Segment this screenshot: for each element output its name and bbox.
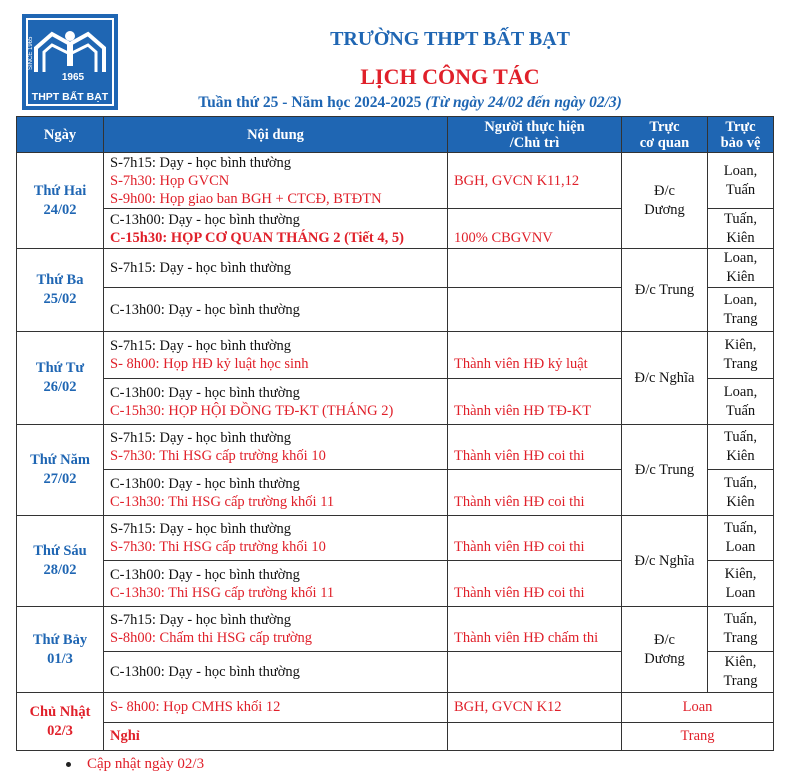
guard-name: Loan, bbox=[723, 250, 758, 266]
day-name: Chủ Nhật bbox=[29, 703, 91, 720]
update-note bbox=[66, 756, 204, 773]
guard-name: Trang bbox=[723, 310, 758, 327]
header-day: Ngày bbox=[17, 117, 104, 153]
guard-cell bbox=[708, 379, 774, 425]
guard-cell bbox=[708, 652, 774, 693]
person-line: Thành viên HĐ TĐ-KT bbox=[454, 402, 592, 419]
guard-name: Trang bbox=[723, 630, 758, 646]
person-line bbox=[454, 384, 615, 402]
person-line bbox=[454, 337, 615, 355]
bullet-icon bbox=[66, 762, 71, 767]
person-cell bbox=[448, 332, 622, 379]
duty-name: Đ/c Trung bbox=[634, 281, 695, 298]
week-range: (Từ ngày 24/02 đến ngày 02/3) bbox=[425, 94, 622, 111]
person-cell: BGH, GVCN K12 bbox=[448, 693, 622, 723]
content-cell bbox=[104, 516, 448, 561]
content-cell bbox=[104, 288, 448, 332]
person-cell bbox=[448, 561, 622, 607]
person-cell bbox=[448, 723, 622, 751]
content-line: S-9h00: Họp giao ban BGH + CTCĐ, BTĐTN bbox=[110, 190, 382, 207]
guard-name: Kiên, bbox=[724, 565, 757, 582]
update-note-text: Cập nhật ngày 02/3 bbox=[87, 756, 205, 772]
table-row bbox=[17, 153, 774, 209]
content-line: C-13h00: Dạy - học bình thường bbox=[110, 211, 300, 228]
day-date: 01/3 bbox=[47, 650, 73, 667]
duty-cell bbox=[622, 249, 708, 332]
person-line bbox=[454, 566, 615, 584]
content-line: S-8h00: Chấm thi HSG cấp trường bbox=[110, 630, 313, 646]
content-line: C-13h30: Thi HSG cấp trường khối 11 bbox=[110, 493, 335, 510]
content-line: S-7h30: Thi HSG cấp trường khối 10 bbox=[110, 539, 326, 555]
duty-cell bbox=[622, 332, 708, 425]
person-cell bbox=[448, 470, 622, 516]
person-line: Thành viên HĐ coi thi bbox=[454, 539, 585, 555]
content-cell bbox=[104, 332, 448, 379]
content-line: S-7h15: Dạy - học bình thường bbox=[110, 430, 292, 446]
duty-cell bbox=[622, 425, 708, 516]
day-date: 28/02 bbox=[43, 562, 77, 578]
day-name: Thứ Ba bbox=[36, 272, 84, 288]
guard-name: Loan, bbox=[723, 291, 758, 308]
person-line bbox=[454, 520, 615, 538]
header-guard: Trực bảo vệ bbox=[708, 117, 774, 153]
day-cell bbox=[17, 425, 104, 516]
guard-cell bbox=[708, 470, 774, 516]
day-date: 02/3 bbox=[47, 722, 73, 739]
content-line: S-7h15: Dạy - học bình thường bbox=[110, 612, 292, 628]
person-line bbox=[454, 154, 615, 172]
person-line: Thành viên HĐ chấm thi bbox=[454, 630, 599, 646]
person-cell bbox=[448, 249, 622, 288]
content-line: C-13h00: Dạy - học bình thường bbox=[110, 475, 300, 492]
content-line: C-13h00: Dạy - học bình thường bbox=[110, 664, 300, 680]
guard-cell bbox=[708, 249, 774, 288]
day-name: Thứ Hai bbox=[33, 182, 87, 199]
person-cell bbox=[448, 425, 622, 470]
person-line: 100% CBGVNV bbox=[454, 229, 553, 246]
person-cell bbox=[448, 288, 622, 332]
duty-name: Dương bbox=[644, 650, 685, 667]
day-name: Thứ Tư bbox=[35, 360, 85, 376]
document-title: LỊCH CÔNG TÁC bbox=[360, 64, 540, 89]
duty-cell bbox=[622, 153, 708, 249]
content-line: S-7h15: Dạy - học bình thường bbox=[110, 154, 292, 171]
person-line: Thành viên HĐ coi thi bbox=[454, 448, 585, 464]
content-line: S-7h15: Dạy - học bình thường bbox=[110, 521, 292, 537]
content-cell: S- 8h00: Họp CMHS khối 12 bbox=[104, 693, 448, 723]
header-content: Nội dung bbox=[104, 117, 448, 153]
duty-name: Đ/c Nghĩa bbox=[634, 369, 695, 386]
table-row bbox=[17, 516, 774, 561]
content-line: C-13h00: Dạy - học bình thường bbox=[110, 566, 300, 583]
guard-cell bbox=[708, 288, 774, 332]
content-line: C-15h30: HỌP CƠ QUAN THÁNG 2 (Tiết 4, 5) bbox=[110, 229, 404, 246]
guard-name: Loan, bbox=[723, 383, 758, 400]
logo-text: THPT BẤT BẠT bbox=[31, 91, 109, 103]
person-cell bbox=[448, 652, 622, 693]
table-row bbox=[17, 607, 774, 652]
schedule-table bbox=[16, 116, 774, 751]
person-line bbox=[454, 475, 615, 493]
day-cell bbox=[17, 607, 104, 693]
guard-cell bbox=[708, 425, 774, 470]
content-cell: Nghỉ bbox=[104, 723, 448, 751]
day-cell bbox=[17, 249, 104, 332]
day-cell bbox=[17, 153, 104, 249]
person-line bbox=[454, 429, 615, 447]
person-line: Thành viên HĐ coi thi bbox=[454, 493, 585, 510]
guard-name: Kiên bbox=[726, 493, 755, 510]
logo-year: 1965 bbox=[61, 72, 85, 83]
content-cell bbox=[104, 561, 448, 607]
guard-cell bbox=[708, 607, 774, 652]
table-row bbox=[17, 249, 774, 288]
person-line bbox=[454, 190, 615, 208]
person-cell bbox=[448, 153, 622, 209]
guard-name: Loan bbox=[725, 539, 756, 555]
table-row bbox=[17, 425, 774, 470]
guard-name: Tuấn, bbox=[724, 210, 757, 227]
guard-name: Loan bbox=[725, 584, 756, 601]
content-cell bbox=[104, 425, 448, 470]
guard-name: Tuấn, bbox=[724, 520, 757, 536]
table-row bbox=[17, 723, 774, 751]
content-line: C-13h30: Thi HSG cấp trường khối 11 bbox=[110, 584, 335, 601]
content-line: C-15h30: HỌP HỘI ĐỒNG TĐ-KT (THÁNG 2) bbox=[110, 402, 394, 419]
guard-name: Tuấn bbox=[725, 181, 756, 198]
day-cell bbox=[17, 332, 104, 425]
guard-name: Tuấn, bbox=[724, 611, 757, 627]
content-line: S-7h15: Dạy - học bình thường bbox=[110, 338, 292, 354]
person-line: Thành viên HĐ kỷ luật bbox=[454, 356, 588, 372]
duty-guard-cell: Loan bbox=[622, 693, 774, 723]
person-line bbox=[454, 663, 615, 681]
duty-name: Đ/c Trung bbox=[634, 461, 695, 478]
header-row bbox=[17, 117, 774, 153]
guard-name: Kiên, bbox=[724, 337, 757, 353]
header-duty: Trực cơ quan bbox=[622, 117, 708, 153]
guard-cell bbox=[708, 516, 774, 561]
content-cell bbox=[104, 249, 448, 288]
duty-name: Đ/c bbox=[654, 182, 675, 199]
person-line: Thành viên HĐ coi thi bbox=[454, 584, 585, 601]
guard-name: Loan, bbox=[723, 162, 758, 179]
content-line: S-7h15: Dạy - học bình thường bbox=[110, 260, 292, 276]
guard-cell bbox=[708, 209, 774, 249]
content-cell bbox=[104, 153, 448, 209]
day-date: 26/02 bbox=[43, 379, 77, 395]
content-cell bbox=[104, 209, 448, 249]
person-line bbox=[454, 301, 615, 319]
duty-name: Đ/c bbox=[654, 631, 675, 648]
content-cell bbox=[104, 470, 448, 516]
content-line: S-7h30: Họp GVCN bbox=[110, 172, 230, 189]
person-line: BGH, GVCN K11,12 bbox=[454, 172, 580, 189]
day-name: Thứ Bảy bbox=[32, 631, 88, 648]
person-cell bbox=[448, 379, 622, 425]
week-info bbox=[100, 94, 720, 112]
duty-name: Đ/c Nghĩa bbox=[634, 552, 695, 569]
table-row bbox=[17, 693, 774, 723]
day-date: 27/02 bbox=[43, 471, 77, 487]
content-cell bbox=[104, 607, 448, 652]
week-main: Tuần thứ 25 - Năm học 2024-2025 bbox=[198, 94, 422, 111]
day-cell bbox=[17, 516, 104, 607]
guard-name: Tuấn, bbox=[724, 474, 757, 491]
guard-cell bbox=[708, 153, 774, 209]
day-cell bbox=[17, 693, 104, 751]
person-line bbox=[454, 611, 615, 629]
duty-name: Dương bbox=[644, 201, 685, 218]
content-line: S-7h30: Thi HSG cấp trường khối 10 bbox=[110, 448, 326, 464]
person-line bbox=[454, 211, 615, 229]
day-date: 25/02 bbox=[43, 291, 77, 307]
guard-name: Trang bbox=[723, 673, 758, 689]
person-line bbox=[454, 259, 615, 277]
guard-name: Tuấn, bbox=[724, 429, 757, 445]
guard-name: Tuấn bbox=[725, 402, 756, 419]
person-cell bbox=[448, 209, 622, 249]
content-line: C-13h00: Dạy - học bình thường bbox=[110, 384, 300, 401]
school-name: TRƯỜNG THPT BẤT BẠT bbox=[330, 28, 570, 50]
table-row bbox=[17, 332, 774, 379]
guard-name: Kiên, bbox=[724, 654, 757, 670]
content-cell bbox=[104, 379, 448, 425]
guard-name: Trang bbox=[723, 356, 758, 372]
day-name: Thứ Năm bbox=[30, 452, 90, 468]
guard-name: Kiên bbox=[726, 269, 755, 285]
guard-cell bbox=[708, 332, 774, 379]
duty-cell bbox=[622, 516, 708, 607]
day-date: 24/02 bbox=[43, 201, 77, 218]
person-cell bbox=[448, 607, 622, 652]
person-cell bbox=[448, 516, 622, 561]
guard-name: Kiên bbox=[726, 229, 755, 246]
content-cell bbox=[104, 652, 448, 693]
duty-cell bbox=[622, 607, 708, 693]
content-line: C-13h00: Dạy - học bình thường bbox=[110, 301, 300, 318]
guard-cell bbox=[708, 561, 774, 607]
guard-name: Kiên bbox=[726, 448, 755, 464]
header-person: Người thực hiện /Chủ trì bbox=[448, 117, 622, 153]
logo-side-text: SINCE 1965 bbox=[28, 36, 34, 70]
content-line: S- 8h00: Họp HĐ kỷ luật học sinh bbox=[110, 356, 309, 372]
day-name: Thứ Sáu bbox=[33, 543, 87, 559]
duty-guard-cell: Trang bbox=[622, 723, 774, 751]
